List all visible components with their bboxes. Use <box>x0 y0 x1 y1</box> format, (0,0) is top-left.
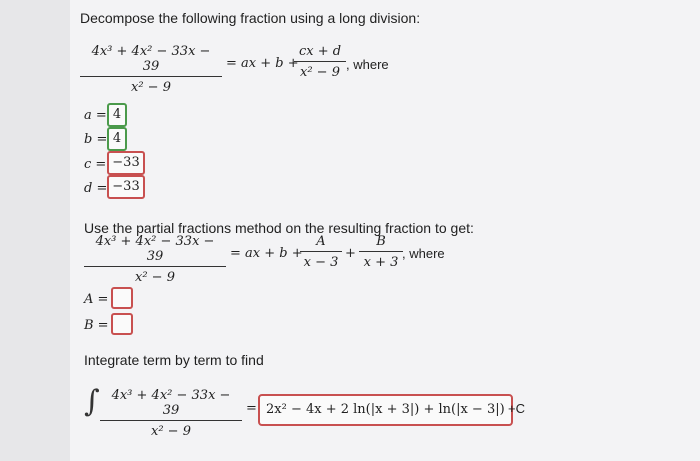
q3-integrand-denominator: x² − 9 <box>151 424 191 439</box>
q3-integrand-fraction-bar <box>100 420 242 421</box>
long-division-prompt: Decompose the following fraction using a long division: <box>80 10 421 26</box>
q3-integrand-numerator: 4x³ + 4x² − 33x − 39 <box>111 388 231 418</box>
answer-capital-a-label: A = <box>84 292 109 307</box>
q2-fraction-a-bar <box>300 251 342 252</box>
answer-b-field[interactable]: 4 <box>107 127 127 151</box>
integral-answer-field[interactable]: 2x² − 4x + 2 ln(|x + 3|) + ln(|x − 3|) <box>258 394 513 426</box>
partial-fractions-prompt: Use the partial fractions method on the resulting fraction to get: <box>84 220 474 236</box>
q2-fraction-b-denominator: x + 3 <box>363 255 399 270</box>
integral-sign: ∫ <box>84 384 100 419</box>
q1-rhs-denominator: x² − 9 <box>300 65 340 80</box>
q2-fraction-a <box>300 234 342 270</box>
answer-c-label: c = <box>84 157 107 172</box>
answer-capital-a-field[interactable] <box>111 287 133 309</box>
q2-fraction-a-denominator: x − 3 <box>303 255 339 270</box>
q1-lhs-denominator: x² − 9 <box>131 80 171 95</box>
q2-where-label: , where <box>402 246 445 261</box>
q2-lhs-fraction-bar <box>84 266 226 267</box>
answer-a-label: a = <box>84 108 107 123</box>
answer-c-field[interactable]: −33 <box>107 151 145 175</box>
constant-of-integration: +C <box>508 401 525 416</box>
q1-rhs-numerator: cx + d <box>298 44 342 59</box>
integrate-prompt: Integrate term by term to find <box>84 352 264 368</box>
answer-b-label: b = <box>84 132 108 147</box>
q2-lhs-fraction <box>84 234 226 285</box>
q3-integrand-fraction <box>100 388 242 439</box>
q1-rhs-fraction <box>294 44 346 80</box>
q2-fraction-b-numerator: B <box>376 234 386 249</box>
q1-rhs-polynomial: = ax + b + <box>226 56 299 71</box>
q2-lhs-denominator: x² − 9 <box>135 270 175 285</box>
q1-lhs-fraction <box>80 44 222 95</box>
answer-capital-b-field[interactable] <box>111 313 133 335</box>
answer-d-field[interactable]: −33 <box>107 175 145 199</box>
answer-capital-b-label: B = <box>84 318 109 333</box>
q1-rhs-fraction-bar <box>294 61 346 62</box>
q2-fraction-b <box>359 234 403 270</box>
q2-fraction-a-numerator: A <box>316 234 326 249</box>
q1-lhs-fraction-bar <box>80 76 222 77</box>
answer-d-label: d = <box>84 181 108 196</box>
q3-equals-sign: = <box>246 401 257 416</box>
q2-plus-sign: + <box>345 246 356 261</box>
q1-where-label: , where <box>346 57 389 72</box>
q2-fraction-b-bar <box>359 251 403 252</box>
q2-lhs-numerator: 4x³ + 4x² − 33x − 39 <box>95 234 215 264</box>
answer-a-field[interactable]: 4 <box>107 103 127 127</box>
q1-lhs-numerator: 4x³ + 4x² − 33x − 39 <box>91 44 211 74</box>
q2-rhs-polynomial: = ax + b + <box>230 246 303 261</box>
question-panel <box>70 0 700 461</box>
